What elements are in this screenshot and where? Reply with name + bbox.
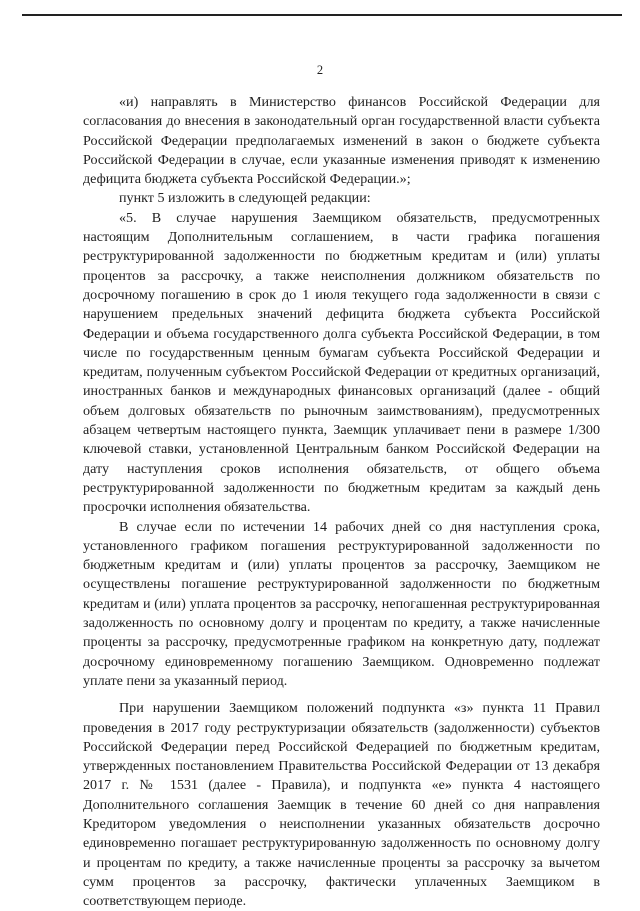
paragraph-14-days: В случае если по истечении 14 рабочих дней со дня наступления срока, установленного графиком погашения реструктурированной задолженности по бюджетным кредитам и (или) уплаты процентов за рассрочку, Заемщиком не осуществлены погашение реструктурированной задолженности по бюджетным кредитам и (или) уплата процентов за рассрочку, непогашенная реструктурированная задолженность по основному долгу и процентам по кредиту, а также начисленные проценты за рассрочку, предусмотренные графиком на конкретную дату, подлежат досрочному единовременному погашению Заемщиком. Одновременно подлежат уплате пени за указанный период. xyxy=(83,518,600,689)
top-border-line xyxy=(22,14,622,16)
paragraph-rules-violation: При нарушении Заемщиком положений подпункта «з» пункта 11 Правил проведения в 2017 году реструктуризации обязательств (задолженности) субъектов Российской Федерации перед Российской Федерацией по бюджетным кредитам, утвержденных постановлением Правительства Российской Федерации от 13 декабря 2017 г. № 1531 (далее - Правила), и подпункта «е» пункта 4 настоящего Дополнительного соглашения Заемщик в течение 60 дней со дня направления Кредитором уведомления о неисполнении указанных обязательств досрочно единовременно погашает реструктурированную задолженность по основному долгу и процентам по кредиту, а также начисленные проценты за рассрочку за вычетом сумм процентов за рассрочку, фактически уплаченных Заемщиком в соответствующем периоде. xyxy=(83,700,600,910)
document-body xyxy=(83,93,600,911)
paragraph-point-5: «5. В случае нарушения Заемщиком обязательств, предусмотренных настоящим Дополнительным соглашением, в части графика погашения реструктурированной задолженности по бюджетным кредитам и (или) уплаты процентов за рассрочку, а также неисполнения должником обязательств по досрочному погашению в срок до 1 июля текущего года задолженности в связи с нарушением предельных значений дефицита бюджета субъекта Российской Федерации и объема государственного долга субъекта Российской Федерации, в том числе по государственным ценным бумагам субъекта Российской Федерации и кредитам, полученным субъектом Российской Федерации от кредитных организаций, иностранных банков и международных финансовых организаций (далее - общий объем долговых обязательств по рыночным заимствованиям), предусмотренных абзацем четвертым настоящего пункта, Заемщик уплачивает пени в размере 1/300 ключевой ставки, установленной Центральным банком Российской Федерации на дату наступления сроков исполнения обязательств, от общего объема реструктурированной задолженности по бюджетным кредитам за каждый день просрочки исполнения обязательства. xyxy=(83,209,600,516)
paragraph-subitem-i: «и) направлять в Министерство финансов Российской Федерации для согласования до внесения в законодательный орган государственной власти субъекта Российской Федерации предполагаемых изменений в закон о бюджете субъекта Российской Федерации в случае, если указанные изменения приводят к изменению дефицита бюджета субъекта Российской Федерации.»; xyxy=(83,94,600,188)
page-number: 2 xyxy=(316,63,324,77)
paragraph-amend-point-5: пункт 5 изложить в следующей редакции: xyxy=(119,190,371,207)
